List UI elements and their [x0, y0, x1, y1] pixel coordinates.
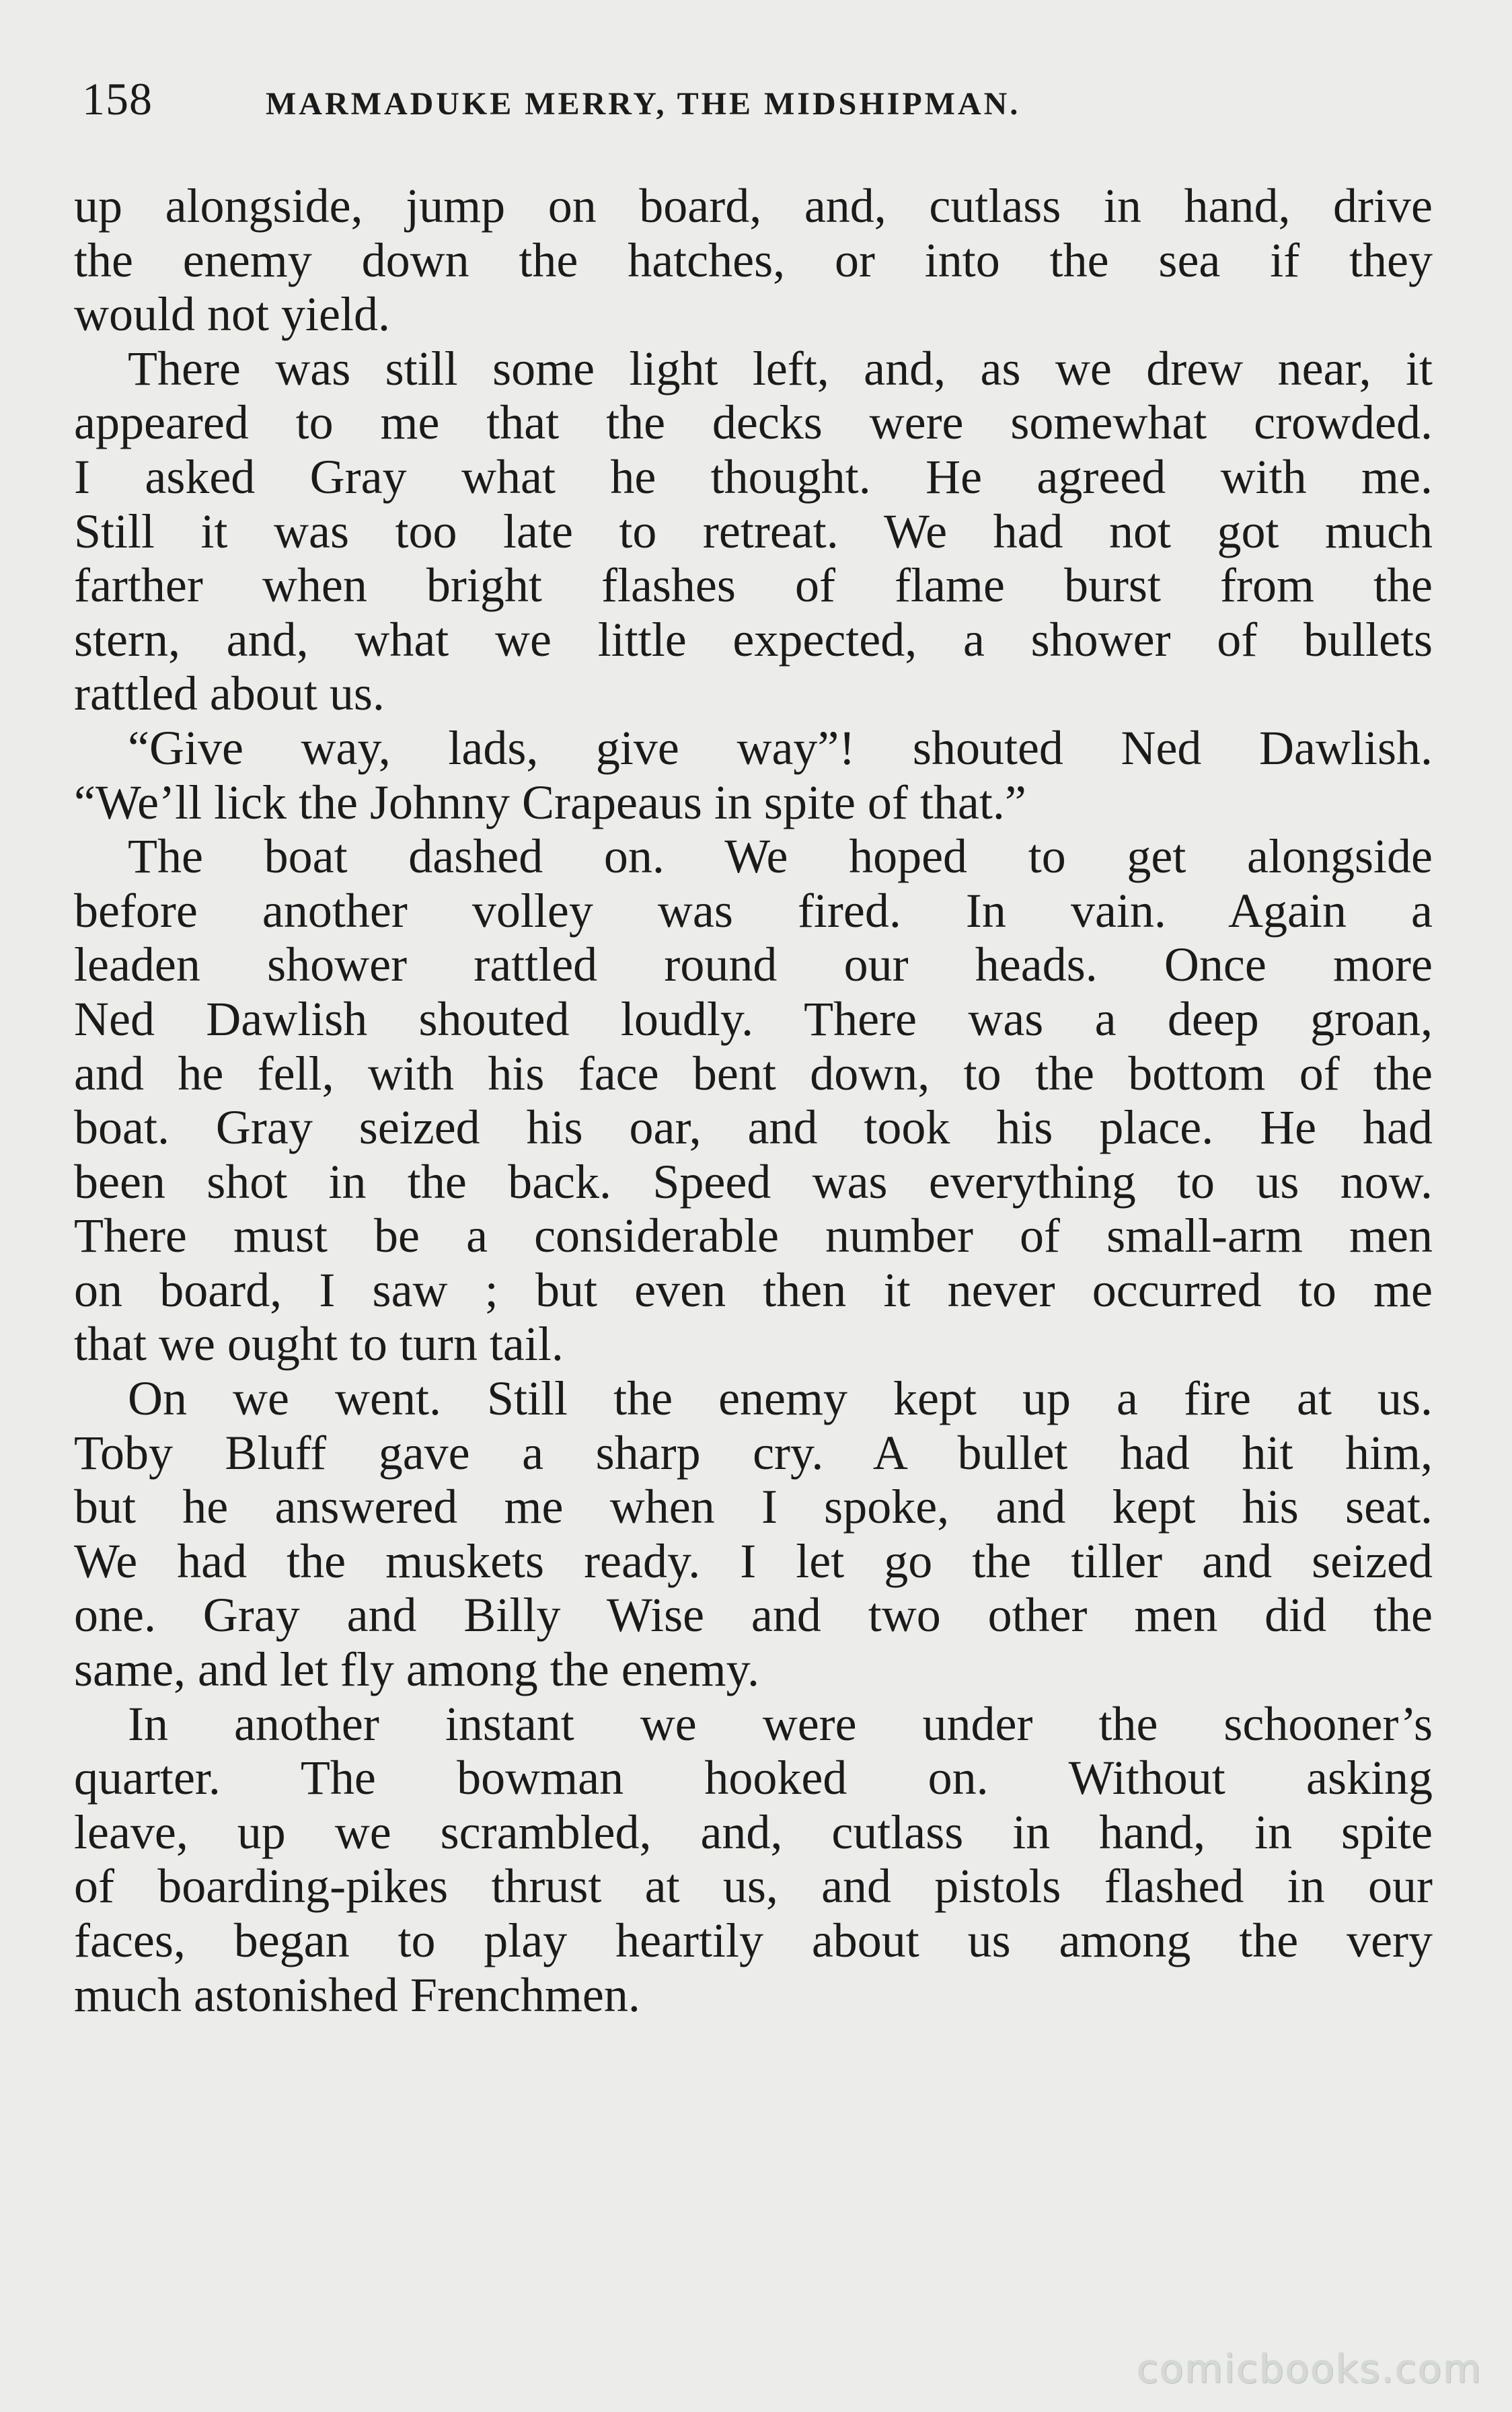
- text-line: I asked Gray what he thought. He agreed with me.: [74, 449, 1433, 504]
- text-line: up alongside, jump on board, and, cutlass in hand, drive: [74, 179, 1433, 233]
- text-line: that we ought to turn tail.: [74, 1317, 564, 1371]
- watermark: comicbooks.com: [1137, 2346, 1482, 2392]
- text-line: of boarding-pikes thrust at us, and pistols flashed in our: [74, 1859, 1433, 1914]
- text-line: In another instant we were under the schooner’s: [128, 1696, 1433, 1751]
- text-line: boat. Gray seized his oar, and took his place. He had: [74, 1100, 1433, 1155]
- text-line: Still it was too late to retreat. We had not got much: [74, 504, 1433, 558]
- text-line: quarter. The bowman hooked on. Without asking: [74, 1751, 1433, 1805]
- text-line: on board, I saw ; but even then it never occurred to me: [74, 1262, 1433, 1317]
- text-line: the enemy down the hatches, or into the sea if they: [74, 233, 1433, 287]
- text-line: “Give way, lads, give way”! shouted Ned Dawlish.: [128, 720, 1433, 775]
- text-line: On we went. Still the enemy kept up a fire at us.: [128, 1371, 1433, 1426]
- text-line: farther when bright flashes of flame burst from the: [74, 558, 1433, 613]
- text-line: appeared to me that the decks were somewhat crowded.: [74, 395, 1433, 450]
- text-line: much astonished Frenchmen.: [74, 1967, 640, 2022]
- text-line: same, and let fly among the enemy.: [74, 1643, 760, 1697]
- text-line: rattled about us.: [74, 667, 385, 721]
- text-line: stern, and, what we little expected, a shower of bullets: [74, 612, 1433, 667]
- page-number: 158: [82, 73, 153, 124]
- page-header: [82, 73, 1252, 133]
- text-line: “We’ll lick the Johnny Crapeaus in spite of that.”: [74, 775, 1026, 829]
- text-line: We had the muskets ready. I let go the tiller and seized: [74, 1534, 1433, 1588]
- text-line: would not yield.: [74, 287, 390, 342]
- body-text: [74, 179, 1433, 2022]
- text-line: Ned Dawlish shouted loudly. There was a deep groan,: [74, 991, 1433, 1046]
- text-line: faces, began to play heartily about us among the very: [74, 1914, 1433, 1967]
- text-line: The boat dashed on. We hoped to get alongside: [128, 829, 1433, 884]
- text-line: before another volley was fired. In vain. Again a: [74, 883, 1433, 938]
- text-line: leaden shower rattled round our heads. Once more: [74, 938, 1433, 992]
- text-line: and he fell, with his face bent down, to the bottom of the: [74, 1046, 1433, 1100]
- text-line: Toby Bluff gave a sharp cry. A bullet had hit him,: [74, 1425, 1433, 1480]
- text-line: There must be a considerable number of small-arm men: [74, 1209, 1433, 1263]
- text-line: There was still some light left, and, as we drew near, it: [128, 341, 1433, 395]
- text-line: leave, up we scrambled, and, cutlass in hand, in spite: [74, 1805, 1433, 1859]
- text-line: one. Gray and Billy Wise and two other men did the: [74, 1588, 1433, 1643]
- text-line: been shot in the back. Speed was everything to us now.: [74, 1154, 1433, 1209]
- text-line: but he answered me when I spoke, and kept his seat.: [74, 1480, 1433, 1534]
- running-title: MARMADUKE MERRY, THE MIDSHIPMAN.: [266, 86, 1021, 122]
